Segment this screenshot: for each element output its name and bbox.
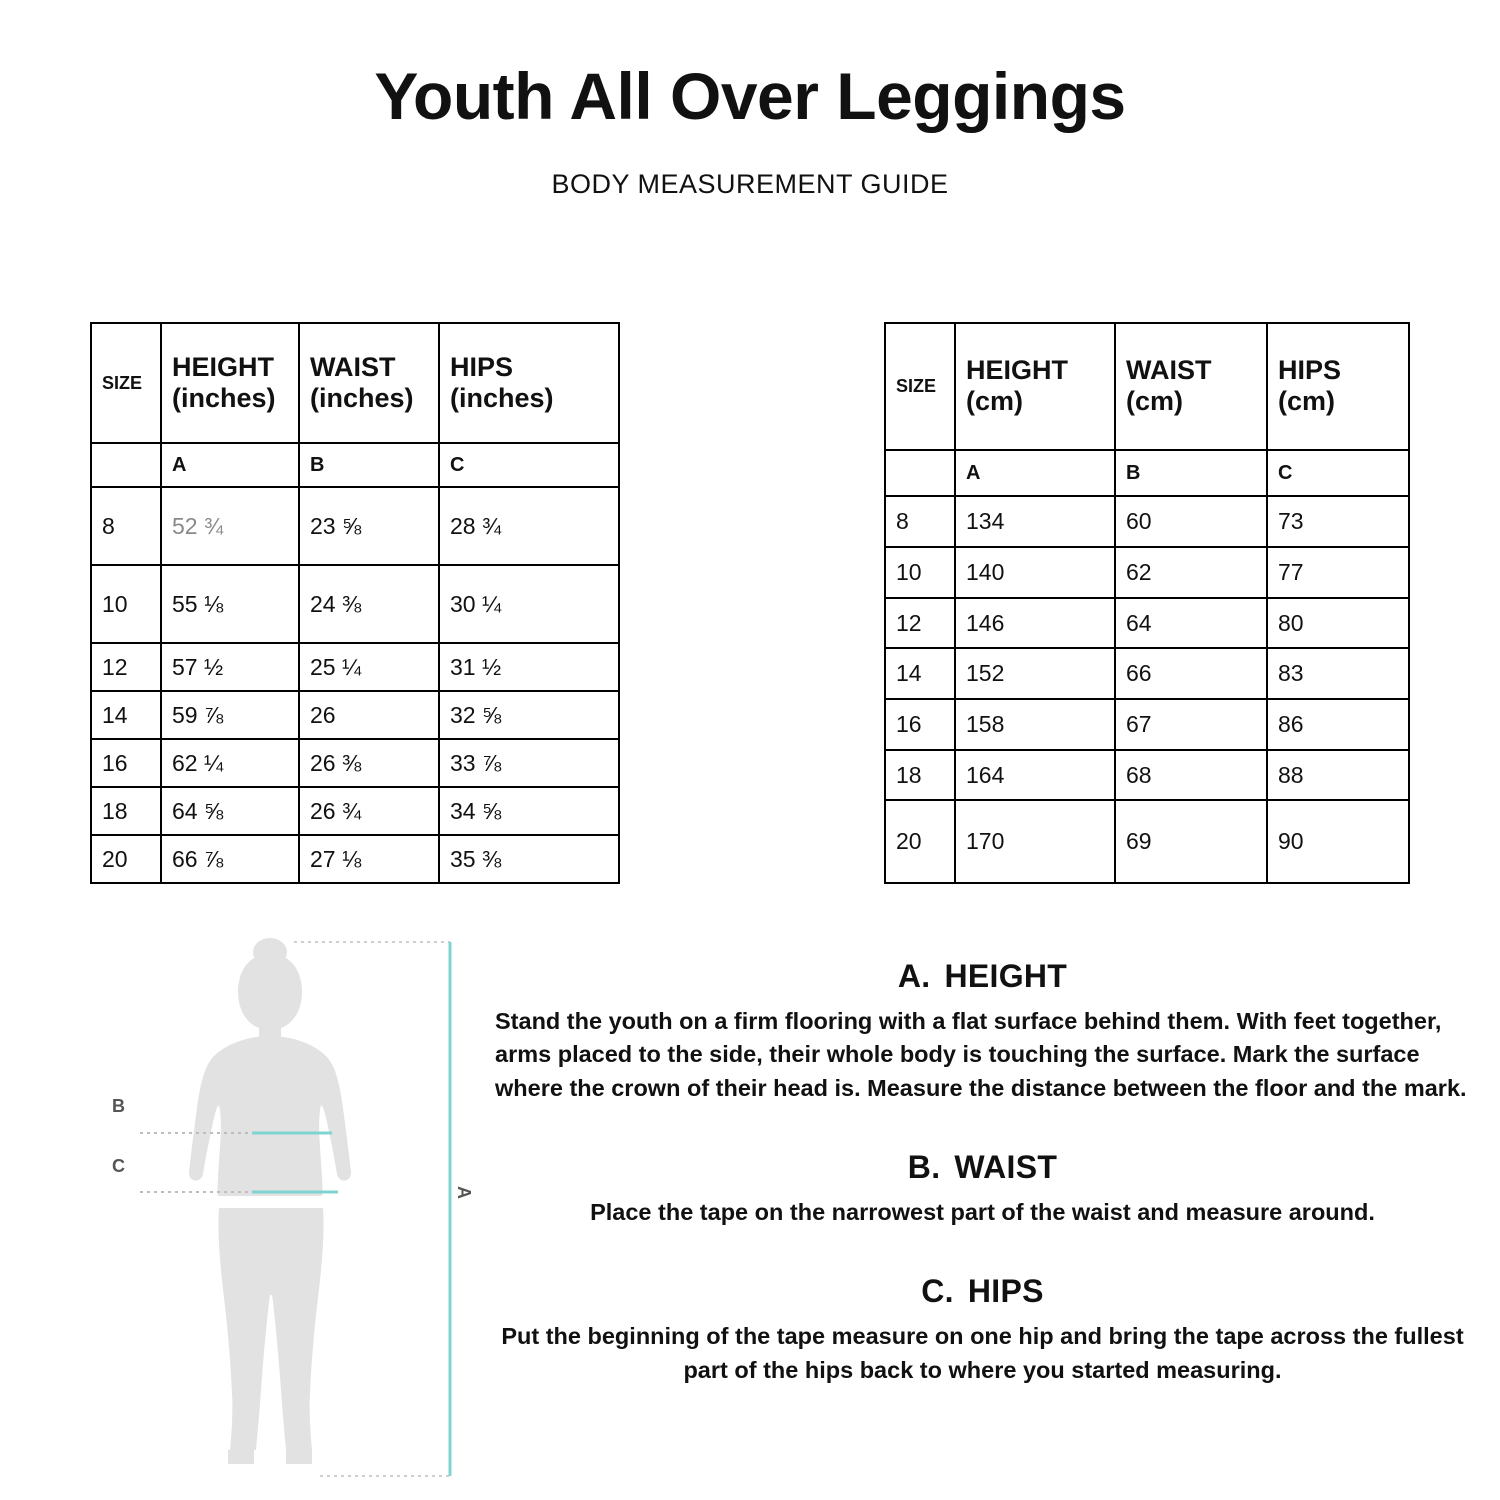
table-row	[885, 547, 1409, 598]
instruction-body: Place the tape on the narrowest part of the waist and measure around.	[590, 1199, 1375, 1226]
table-row	[91, 643, 619, 691]
cell-hips: 32 ⅝	[439, 691, 619, 739]
cell-waist: 26 ¾	[299, 787, 439, 835]
cell-waist: 62	[1115, 547, 1267, 598]
table-row	[91, 691, 619, 739]
cell-height: 164	[955, 750, 1115, 801]
cell-size: 10	[91, 565, 161, 643]
size-table-inches	[90, 322, 620, 884]
diagram-label-c: C	[112, 1156, 125, 1176]
cell-height: 134	[955, 496, 1115, 547]
cell-size: 12	[885, 598, 955, 649]
cell-hips: 77	[1267, 547, 1409, 598]
cell-hips: 34 ⅝	[439, 787, 619, 835]
instruction-body: Put the beginning of the tape measure on one hip and bring the tape across the fullest part of the hips back to where you started measuring.	[501, 1323, 1464, 1383]
cell-height: 170	[955, 800, 1115, 883]
instruction-heading	[495, 1149, 1470, 1186]
size-table-cm	[884, 322, 1410, 884]
column-header-size: SIZE	[885, 323, 955, 450]
figure-silhouette	[189, 938, 351, 1464]
table-row	[885, 496, 1409, 547]
cell-height: 62 ¼	[161, 739, 299, 787]
table-row	[91, 487, 619, 565]
cell-size: 8	[91, 487, 161, 565]
instruction-body: Stand the youth on a firm flooring with a flat surface behind them. With feet together, arms placed to the side, their whole body is touching the surface. Mark the surface where the crown of their head is. Measure the distance between the floor and the mark.	[495, 1008, 1467, 1101]
cell-size: 10	[885, 547, 955, 598]
cell-height: 59 ⅞	[161, 691, 299, 739]
cell-size: 20	[91, 835, 161, 883]
instruction-letter: C.	[921, 1273, 954, 1310]
cell-size: 14	[91, 691, 161, 739]
cell-waist: 27 ⅛	[299, 835, 439, 883]
instruction-title: HEIGHT	[944, 958, 1068, 994]
column-header-size: SIZE	[91, 323, 161, 443]
cell-waist: 24 ⅜	[299, 565, 439, 643]
cell-height: 158	[955, 699, 1115, 750]
cell-hips: 73	[1267, 496, 1409, 547]
table-row	[885, 800, 1409, 883]
cell-size: 20	[885, 800, 955, 883]
table-row	[91, 565, 619, 643]
letter-cell-a: A	[161, 443, 299, 487]
column-header-height: HEIGHT (cm)	[955, 323, 1115, 450]
instruction-height	[495, 958, 1470, 1105]
cell-hips: 35 ⅜	[439, 835, 619, 883]
table-row	[885, 648, 1409, 699]
letter-cell-b: B	[1115, 450, 1267, 496]
cell-waist: 26	[299, 691, 439, 739]
column-header-hips: HIPS (inches)	[439, 323, 619, 443]
letter-cell-blank	[885, 450, 955, 496]
table-row	[885, 750, 1409, 801]
cell-size: 18	[91, 787, 161, 835]
cell-height: 64 ⅝	[161, 787, 299, 835]
cell-waist: 68	[1115, 750, 1267, 801]
cell-height: 52 ¾	[161, 487, 299, 565]
cell-waist: 60	[1115, 496, 1267, 547]
cell-height: 57 ½	[161, 643, 299, 691]
letter-cell-a: A	[955, 450, 1115, 496]
cell-waist: 26 ⅜	[299, 739, 439, 787]
instruction-hips	[495, 1273, 1470, 1387]
cell-waist: 23 ⅝	[299, 487, 439, 565]
column-header-waist: WAIST (cm)	[1115, 323, 1267, 450]
cell-hips: 80	[1267, 598, 1409, 649]
letter-cell-c: C	[439, 443, 619, 487]
column-header-waist: WAIST (inches)	[299, 323, 439, 443]
cell-height: 146	[955, 598, 1115, 649]
cell-hips: 90	[1267, 800, 1409, 883]
measurement-diagram-section	[0, 930, 1500, 1500]
letter-cell-blank	[91, 443, 161, 487]
cell-hips: 28 ¾	[439, 487, 619, 565]
cell-size: 16	[885, 699, 955, 750]
instruction-letter: B.	[907, 1149, 941, 1186]
cell-waist: 64	[1115, 598, 1267, 649]
cell-height: 66 ⅞	[161, 835, 299, 883]
letter-cell-c: C	[1267, 450, 1409, 496]
table-letter-row	[885, 450, 1409, 496]
cell-height: 140	[955, 547, 1115, 598]
cell-size: 12	[91, 643, 161, 691]
diagram-label-b: B	[112, 1096, 125, 1116]
instruction-letter: A.	[897, 958, 931, 994]
cell-hips: 86	[1267, 699, 1409, 750]
cell-size: 18	[885, 750, 955, 801]
cell-hips: 83	[1267, 648, 1409, 699]
instruction-waist	[495, 1149, 1470, 1229]
table-row	[885, 598, 1409, 649]
column-header-hips: HIPS (cm)	[1267, 323, 1409, 450]
diagram-label-a: A	[454, 1186, 474, 1199]
measurement-tables	[0, 322, 1500, 884]
table-header-row	[91, 323, 619, 443]
cell-height: 152	[955, 648, 1115, 699]
body-diagram	[80, 930, 490, 1500]
instructions-list	[495, 958, 1470, 1387]
instruction-heading	[495, 1273, 1470, 1310]
cell-hips: 88	[1267, 750, 1409, 801]
cell-hips: 33 ⅞	[439, 739, 619, 787]
cell-size: 14	[885, 648, 955, 699]
page-subtitle: BODY MEASUREMENT GUIDE	[551, 169, 949, 200]
cell-hips: 30 ¼	[439, 565, 619, 643]
cell-size: 16	[91, 739, 161, 787]
page-title: Youth All Over Leggings	[374, 59, 1126, 133]
cell-height: 55 ⅛	[161, 565, 299, 643]
cell-hips: 31 ½	[439, 643, 619, 691]
table-header-row	[885, 323, 1409, 450]
table-letter-row	[91, 443, 619, 487]
cell-waist: 25 ¼	[299, 643, 439, 691]
cell-waist: 67	[1115, 699, 1267, 750]
column-header-height: HEIGHT (inches)	[161, 323, 299, 443]
cell-waist: 66	[1115, 648, 1267, 699]
instruction-title: HIPS	[967, 1273, 1044, 1310]
cell-waist: 69	[1115, 800, 1267, 883]
table-row	[885, 699, 1409, 750]
instruction-title: WAIST	[954, 1149, 1058, 1186]
cell-size: 8	[885, 496, 955, 547]
table-row	[91, 739, 619, 787]
table-row	[91, 835, 619, 883]
letter-cell-b: B	[299, 443, 439, 487]
instruction-heading	[495, 958, 1470, 995]
table-row	[91, 787, 619, 835]
